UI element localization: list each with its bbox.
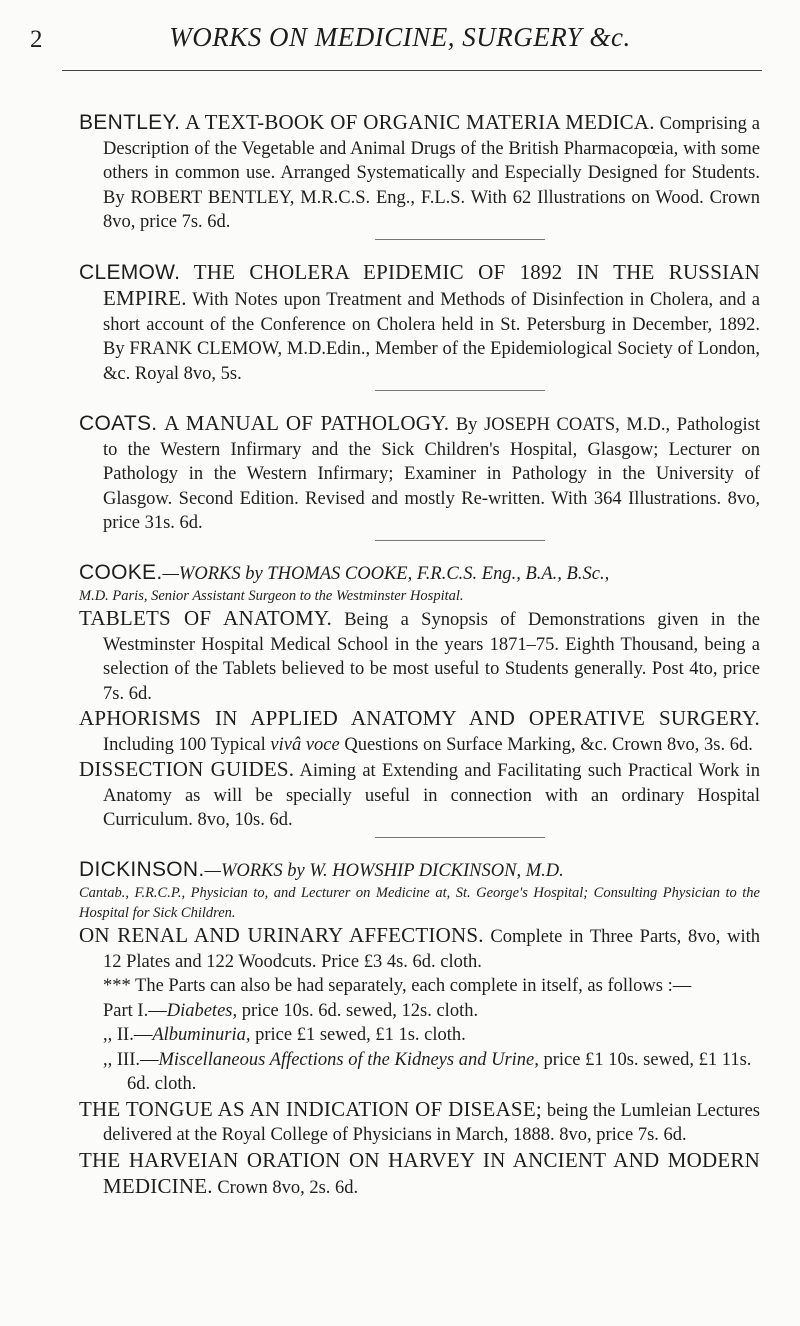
book-description: By JOSEPH COATS, M.D., Pathologist to the Western Infirmary and the Sick Children's Hospital, Glasgow; Lecturer on Pathology in the Western Infirmary; Examiner in Pathology in the University of Glasgow. Second Edition. Revised and mostly Re-written. With 364 Illustrations. 8vo, price 31s. 6d. [103, 415, 761, 533]
part-price: price £1 sewed, £1 1s. cloth. [255, 1025, 466, 1045]
book-title: TABLETS OF ANATOMY. [79, 606, 332, 630]
part-item [79, 1023, 760, 1048]
parts-note: *** The Parts can also be had separately, each complete in itself, as follows :— [103, 976, 692, 996]
part-item [79, 1048, 760, 1097]
author-name: BENTLEY. [79, 111, 181, 134]
part-title: Albuminuria, [152, 1025, 251, 1045]
book-title: A MANUAL OF PATHOLOGY. [164, 411, 450, 435]
book-title: DISSECTION GUIDES. [79, 757, 295, 781]
book-title: THE TONGUE AS AN INDICATION OF DISEASE; [79, 1096, 542, 1121]
entry-bentley [79, 110, 760, 240]
author-name: COOKE. [79, 560, 163, 584]
book-description: Aiming at Extending and Facilitating such Practical Work in Anatomy as will be specially useful in connection with an ordinary Hospital Curriculum. 8vo, 10s. 6d. [103, 761, 760, 830]
author-name: DICKINSON. [79, 857, 205, 881]
entry-dickinson [79, 858, 760, 1201]
part-label: ,, III.— [103, 1049, 159, 1070]
book-description: With Notes upon Treatment and Methods of Disinfection in Cholera, and a short account of the Conference on Cholera held in St. Petersburg in December, 1892. By FRANK CLEMOW, M.D.Edin., Member of the Epidemiological Society of London, &c. Royal 8vo, 5s. [103, 290, 761, 384]
entry-coats [79, 411, 760, 541]
book-description: Questions on Surface Marking, &c. Crown 8vo, 3s. 6d. [344, 734, 753, 755]
part-price: price £1 10s. sewed, £1 11s. 6d. cloth. [127, 1049, 752, 1094]
author-credentials: M.D. Paris, Senior Assistant Surgeon to the Westminster Hospital. [79, 588, 464, 604]
book-title: THE HARVEIAN ORATION ON HARVEY IN ANCIENT AND MODERN MEDICINE. [79, 1147, 760, 1198]
page-number: 2 [30, 26, 43, 53]
author-credentials: Cantab., F.R.C.P., Physician to, and Lecturer on Medicine at, St. George's Hospital; Consulting Physician to the Hospital for Sick Children. [79, 885, 760, 921]
book-title: APHORISMS IN APPLIED ANATOMY AND OPERATIVE SURGERY. [79, 706, 760, 730]
book-description: being the Lumleian Lectures delivered at the Royal College of Physicians in March, 1888. 8vo, price 7s. 6d. [103, 1100, 761, 1145]
book-title: ON RENAL AND URINARY AFFECTIONS. [79, 923, 484, 947]
author-name: CLEMOW. [79, 260, 181, 284]
page-header [0, 0, 800, 76]
part-label: Part I.— [103, 1000, 167, 1021]
running-head: WORKS ON MEDICINE, SURGERY &c. [169, 22, 631, 52]
entry-divider [375, 239, 545, 240]
book-description: Complete in Three Parts, 8vo, with 12 Plates and 122 Woodcuts. Price £3 4s. 6d. cloth. [103, 927, 760, 972]
entry-divider [375, 390, 545, 391]
catalogue-entries [79, 110, 760, 1201]
part-title: Miscellaneous Affections of the Kidneys and Urine, [158, 1049, 539, 1070]
part-label: ,, II.— [103, 1025, 153, 1045]
entry-cooke [79, 561, 760, 838]
book-title: A TEXT-BOOK OF ORGANIC MATERIA MEDICA. [185, 110, 655, 134]
part-item [79, 999, 760, 1024]
works-byline: —WORKS by W. HOWSHIP DICKINSON, M.D. [204, 860, 564, 881]
entry-clemow [79, 260, 760, 392]
works-byline: —WORKS by THOMAS COOKE, F.R.C.S. Eng., B.A., B.Sc., [162, 563, 610, 584]
entry-divider [375, 540, 545, 541]
book-description: Including 100 Typical [103, 734, 266, 755]
book-description: Comprising a Description of the Vegetable and Animal Drugs of the British Pharmacopœia, with some others in common use. Arranged Systematically and Especially Designed for Students. By ROBERT BENTLEY, M.R.C.S. Eng., F.L.S. With 62 Illustrations on Wood. Crown 8vo, price 7s. 6d. [103, 114, 760, 232]
book-description: Crown 8vo, 2s. 6d. [217, 1178, 359, 1198]
book-description: Being a Synopsis of Demonstrations given in the Westminster Hospital Medical School in the years 1871–75. Eighth Thousand, being a selection of the Tablets believed to be most useful to Students generally. Post 4to, price 7s. 6d. [103, 610, 761, 704]
entry-divider [375, 837, 545, 838]
author-name: COATS. [79, 412, 158, 435]
book-description-italic: vivâ voce [270, 734, 340, 755]
header-rule [62, 70, 762, 71]
part-title: Diabetes, [166, 1000, 238, 1021]
book-title: THE CHOLERA EPIDEMIC OF 1892 IN THE RUSSIAN EMPIRE. [103, 259, 760, 310]
part-price: price 10s. 6d. sewed, 12s. cloth. [241, 1000, 479, 1021]
